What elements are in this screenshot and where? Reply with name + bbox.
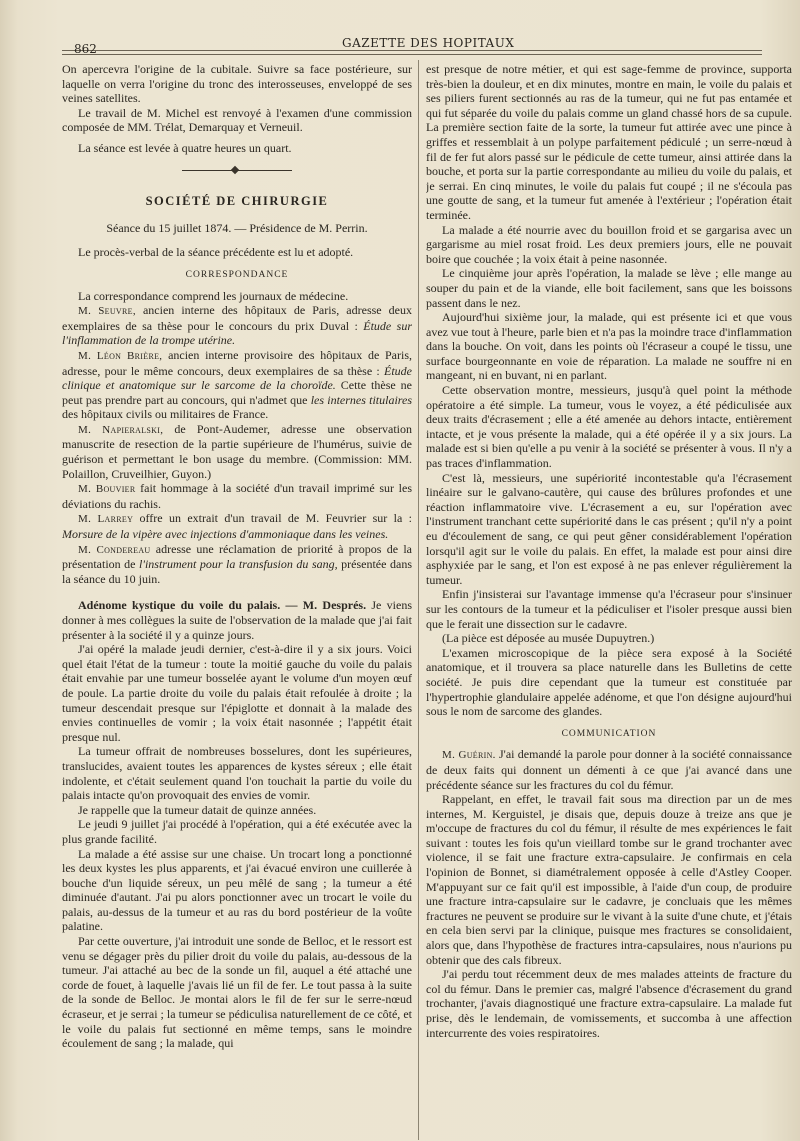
page-number: 862 [74,42,97,56]
page-header [62,28,762,56]
article-paragraph: Adénome kystique du voile du palais. — M. Després. Je viens donner à mes collègues la suite de l'observation de la malade que j'ai fait présenter à la société il y a quinze jours. [62,598,412,642]
paragraph: Aujourd'hui sixième jour, la malade, qui est présente ici et que vous avez vue tout à l'heure, parle bien et n'a pas la moindre trace d'inflammation dans la bouche. On voit, dans les points où l'écraseur a coupé le tissu, une surface bourgeonnante en voie de réparation. La malade ne souffre ni en mangeant, ni en buvant, ni en parlant. [426,310,792,383]
session-line: Séance du 15 juillet 1874. — Présidence de M. Perrin. [106,220,368,235]
paragraph: La malade a été assise sur une chaise. Un trocart long a ponctionné les deux kystes les plus apparents, et j'ai évacué environ une cuillerée à bouche d'un liquide séreux, un peu mêlé de sang ; la tumeur a été diminuée d'autant. J'ai pu alors ponctionner avec un trocart le voile du palais, au-dessus de la tumeur et au ras du bord postérieur de la voûte palatine. [62,846,412,934]
subhead-correspondance: CORRESPONDANCE [185,269,289,280]
correspondence-item: M. Seuvre, ancien interne des hôpitaux de Paris, adresse deux exemplaires de sa thèse pour le concours du prix Duval : Étude sur l'inflammation de la trompe utérine. [62,303,412,348]
paragraph: Je rappelle que la tumeur datait de quinze années. [78,802,317,817]
correspondence-item: M. Larrey offre un extrait d'un travail de M. Feuvrier sur la : Morsure de la vipère avec injections d'ammoniaque dans les veines. [62,511,412,542]
paragraph: La tumeur offrait de nombreuses bosselures, dont les supérieures, translucides, avaient toutes les apparences de kystes séreux ; elle était indolente, et c'était seulement quand l'on touchait la partie du voile du palais intacte qu'on provoquait des envies de vomir. [62,744,412,803]
correspondence-item: M. Léon Brière, ancien interne provisoire des hôpitaux de Paris, adresse, pour le même concours, deux exemplaires de sa thèse : Étude clinique et anatomique sur le sarcome de la choroïde. Cette thèse ne peut pas prendre part au concours, qui n'admet que les internes titulaires des hôpitaux civils ou militaires de France. [62,347,412,422]
paragraph: Enfin j'insisterai sur l'avantage immense qu'a l'écraseur pour s'insinuer sur les contours de la tumeur et la pédiculiser et l'isoler presque aussi bien que le ferait une dissection sur le cadavre. [426,587,792,631]
section-ornament [62,164,412,179]
paragraph: Rappelant, en effet, le travail fait sous ma direction par un de mes internes, M. Kerguistel, je disais que, depuis douze à treize ans que je m'occupe de fractures du col du fémur, il résulte de mes expériences le fait suivant : toutes les fois qu'un vieillard tombe sur le grand trochanter avec violence, il se fait une fracture extra-capsulaire. Je confirmais en cela l'opinion de Bonnet, si diamétralement opposée à celle d'Astley Cooper. M'appuyant sur ce fait qu'il est impossible, à l'aide d'un coup, de produire une fracture intra-capsulaire sur le cadavre, je concluais que les mêmes fractures ne peuvent se produire sur le vivant à la suite d'une chute, et j'étais en cela bien servi par la clinique, puisque mes fractures se consolidaient, alors que, dans l'hypothèse de fractures intra-capsulaires, nous n'aurions pu obtenir que des cals fibreux. [426,792,792,967]
header-rule [62,54,762,55]
paragraph: J'ai perdu tout récemment deux de mes malades atteints de fracture du col du fémur. Dans le premier cas, malgré l'absence d'écrasement du grand trochanter, j'avais diagnostiqué une fracture extra-capsulaire. La malade fut prise, dès le lendemain, de vomissements, et succomba à une affection intercurrente des voies respiratoires. [426,967,792,1040]
column-divider [418,60,419,1140]
article-title: Adénome kystique du voile du palais. — M. Després. [78,598,367,613]
paragraph: Par cette ouverture, j'ai introduit une sonde de Belloc, et le ressort est venu se dégager près du pilier droit du voile du palais, au-dessous de la tumeur. J'ai attaché au bec de la sonde un fil, auquel a été attaché une corde de fouet, à laquelle j'avais lié un fil de fer. Le tout passa à la suite de la sonde de Belloc. Je montai alors le fil de fer sur le serre-nœud écraseur, et je serrai ; la tumeur se pédiculisa naturellement de ce côté, et le voile du palais fut sectionné en même temps, sans le moindre écoulement de sang ; la malade, qui [62,934,412,1051]
correspondence-item: M. Condereau adresse une réclamation de priorité à propos de la présentation de l'instrument pour la transfusion du sang, présentée dans la séance du 10 juin. [62,541,412,586]
left-column [62,62,412,1137]
paragraph: C'est là, messieurs, une supériorité incontestable qu'a l'écrasement linéaire sur le galvano-cautère, qui cause des brûlures profondes et une réaction inflammatoire vive. L'écrasement a eu, sur l'opération avec l'instrument tranchant cette supériorité dans le cas présent ; qu'il n'y a point eu d'écoulement de sang, ce qui peut gêner considérablement l'opération lorsqu'il agit sur le voile du palais. En effet, la malade est pour ainsi dire asphyxiée par le sang, et l'on est exposé à ne pas enlever régulièrement la tumeur. [426,470,792,587]
paragraph: La séance est levée à quatre heures un quart. [78,140,292,155]
subhead-communication: COMMUNICATION [561,728,657,739]
section-title: SOCIÉTÉ DE CHIRURGIE [145,194,329,209]
paragraph: La correspondance comprend les journaux de médecine. [78,288,349,303]
paragraph: J'ai opéré la malade jeudi dernier, c'est-à-dire il y a six jours. Voici quel était l'état de la tumeur : toute la moitié gauche du voile du palais était envahie par une tumeur bosselée ayant le volume d'un moyen œuf de poule. La partie droite du voile du palais était refoulée à droite ; la tumeur descendait presque sur l'épiglotte et donnait à la malade des envies continuelles de vomir ; la voix était nasonnée ; l'appétit était presque nul. [62,642,412,744]
paragraph: est presque de notre métier, et qui est sage-femme de province, supporta très-bien la douleur, et en dix minutes, montre en main, le voile du palais et ses piliers furent sectionnés au ras de la tumeur, qui ne fut pas entamée et qui fut séparée du voile du palais comme un gland chassé hors de sa cupule. La première section faite de la sorte, la tumeur fut attirée avec une pince à griffes et ressemblait à un polype parfaitement pédiculé ; un serre-nœud à fil de fer fut alors passé sur le pédicule de cette tumeur, ainsi attirée dans la bouche, et porta sur la partie correspondante au milieu du voile du palais, et je serrai. En cinq minutes, le voile du palais fut coupé ; il ne s'écoula pas une goutte de sang, et la tumeur fut amenée à l'extérieur ; l'opération était terminée. [426,62,792,222]
paragraph: La malade a été nourrie avec du bouillon froid et se gargarisa avec un gargarisme au miel rosat froid. Les deux premiers jours, elle ne pouvait boire que couchée ; la voix était à peine nasonnée. [426,222,792,266]
paragraph: Le procès-verbal de la séance précédente est lu et adopté. [78,245,354,260]
correspondence-item: M. Napieralski, de Pont-Audemer, adresse une observation manuscrite de resection de la partie supérieure de l'humérus, suivie de guérison et permettant le bon usage du membre. (Commission: MM. Polaillon, Cruveilhier, Guyon.) [62,421,412,481]
communication-paragraph: M. Guérin. J'ai demandé la parole pour donner à la société connaissance de deux faits qui donnent un démenti à ce que j'ai avancé dans une précédente séance sur les fractures du col du fémur. [426,747,792,792]
correspondence-item: M. Bouvier fait hommage à la société d'un travail imprimé sur les déviations du rachis. [62,481,412,511]
paragraph: On apercevra l'origine de la cubitale. Suivre sa face postérieure, sur laquelle on verra l'origine du tronc des interosseuses, enveloppé de ses veines satellites. [62,62,412,106]
running-head: GAZETTE DES HOPITAUX [342,36,515,50]
paragraph: Le travail de M. Michel est renvoyé à l'examen d'une commission composée de MM. Trélat, Demarquay et Verneuil. [62,105,412,135]
paragraph: Le cinquième jour après l'opération, la malade se lève ; elle mange au souper du pain et de la viande, elle boit facilement, sans que les boissons passent dans le nez. [426,266,792,310]
right-column [426,62,792,1137]
paragraph: Le jeudi 9 juillet j'ai procédé à l'opération, qui a été exécutée avec la plus grande facilité. [62,817,412,846]
paragraph: L'examen microscopique de la pièce sera exposé à la Société anatomique, et il trouvera sa place naturelle dans les Bulletins de cette société. Je puis dire cependant que la tumeur est constituée par l'hypertrophie glandulaire appelée adénome, et que l'on désigne aujourd'hui sous le nom de sarcome des glandes. [426,645,792,719]
paragraph: Cette observation montre, messieurs, jusqu'à quel point la méthode opératoire a été simple. La tumeur, vous le voyez, a été pédiculisée aux deux traits d'écrasement ; elle a été amenée au dehors intacte, entièrement intacte, et je vous présente la malade, qui a été opérée il y a six jours. La malade est si bien qu'elle a pu venir à la société se présenter à vous. Il n'y a pas traces d'inflammation. [426,383,792,471]
paragraph: (La pièce est déposée au musée Dupuytren.) [442,631,655,646]
